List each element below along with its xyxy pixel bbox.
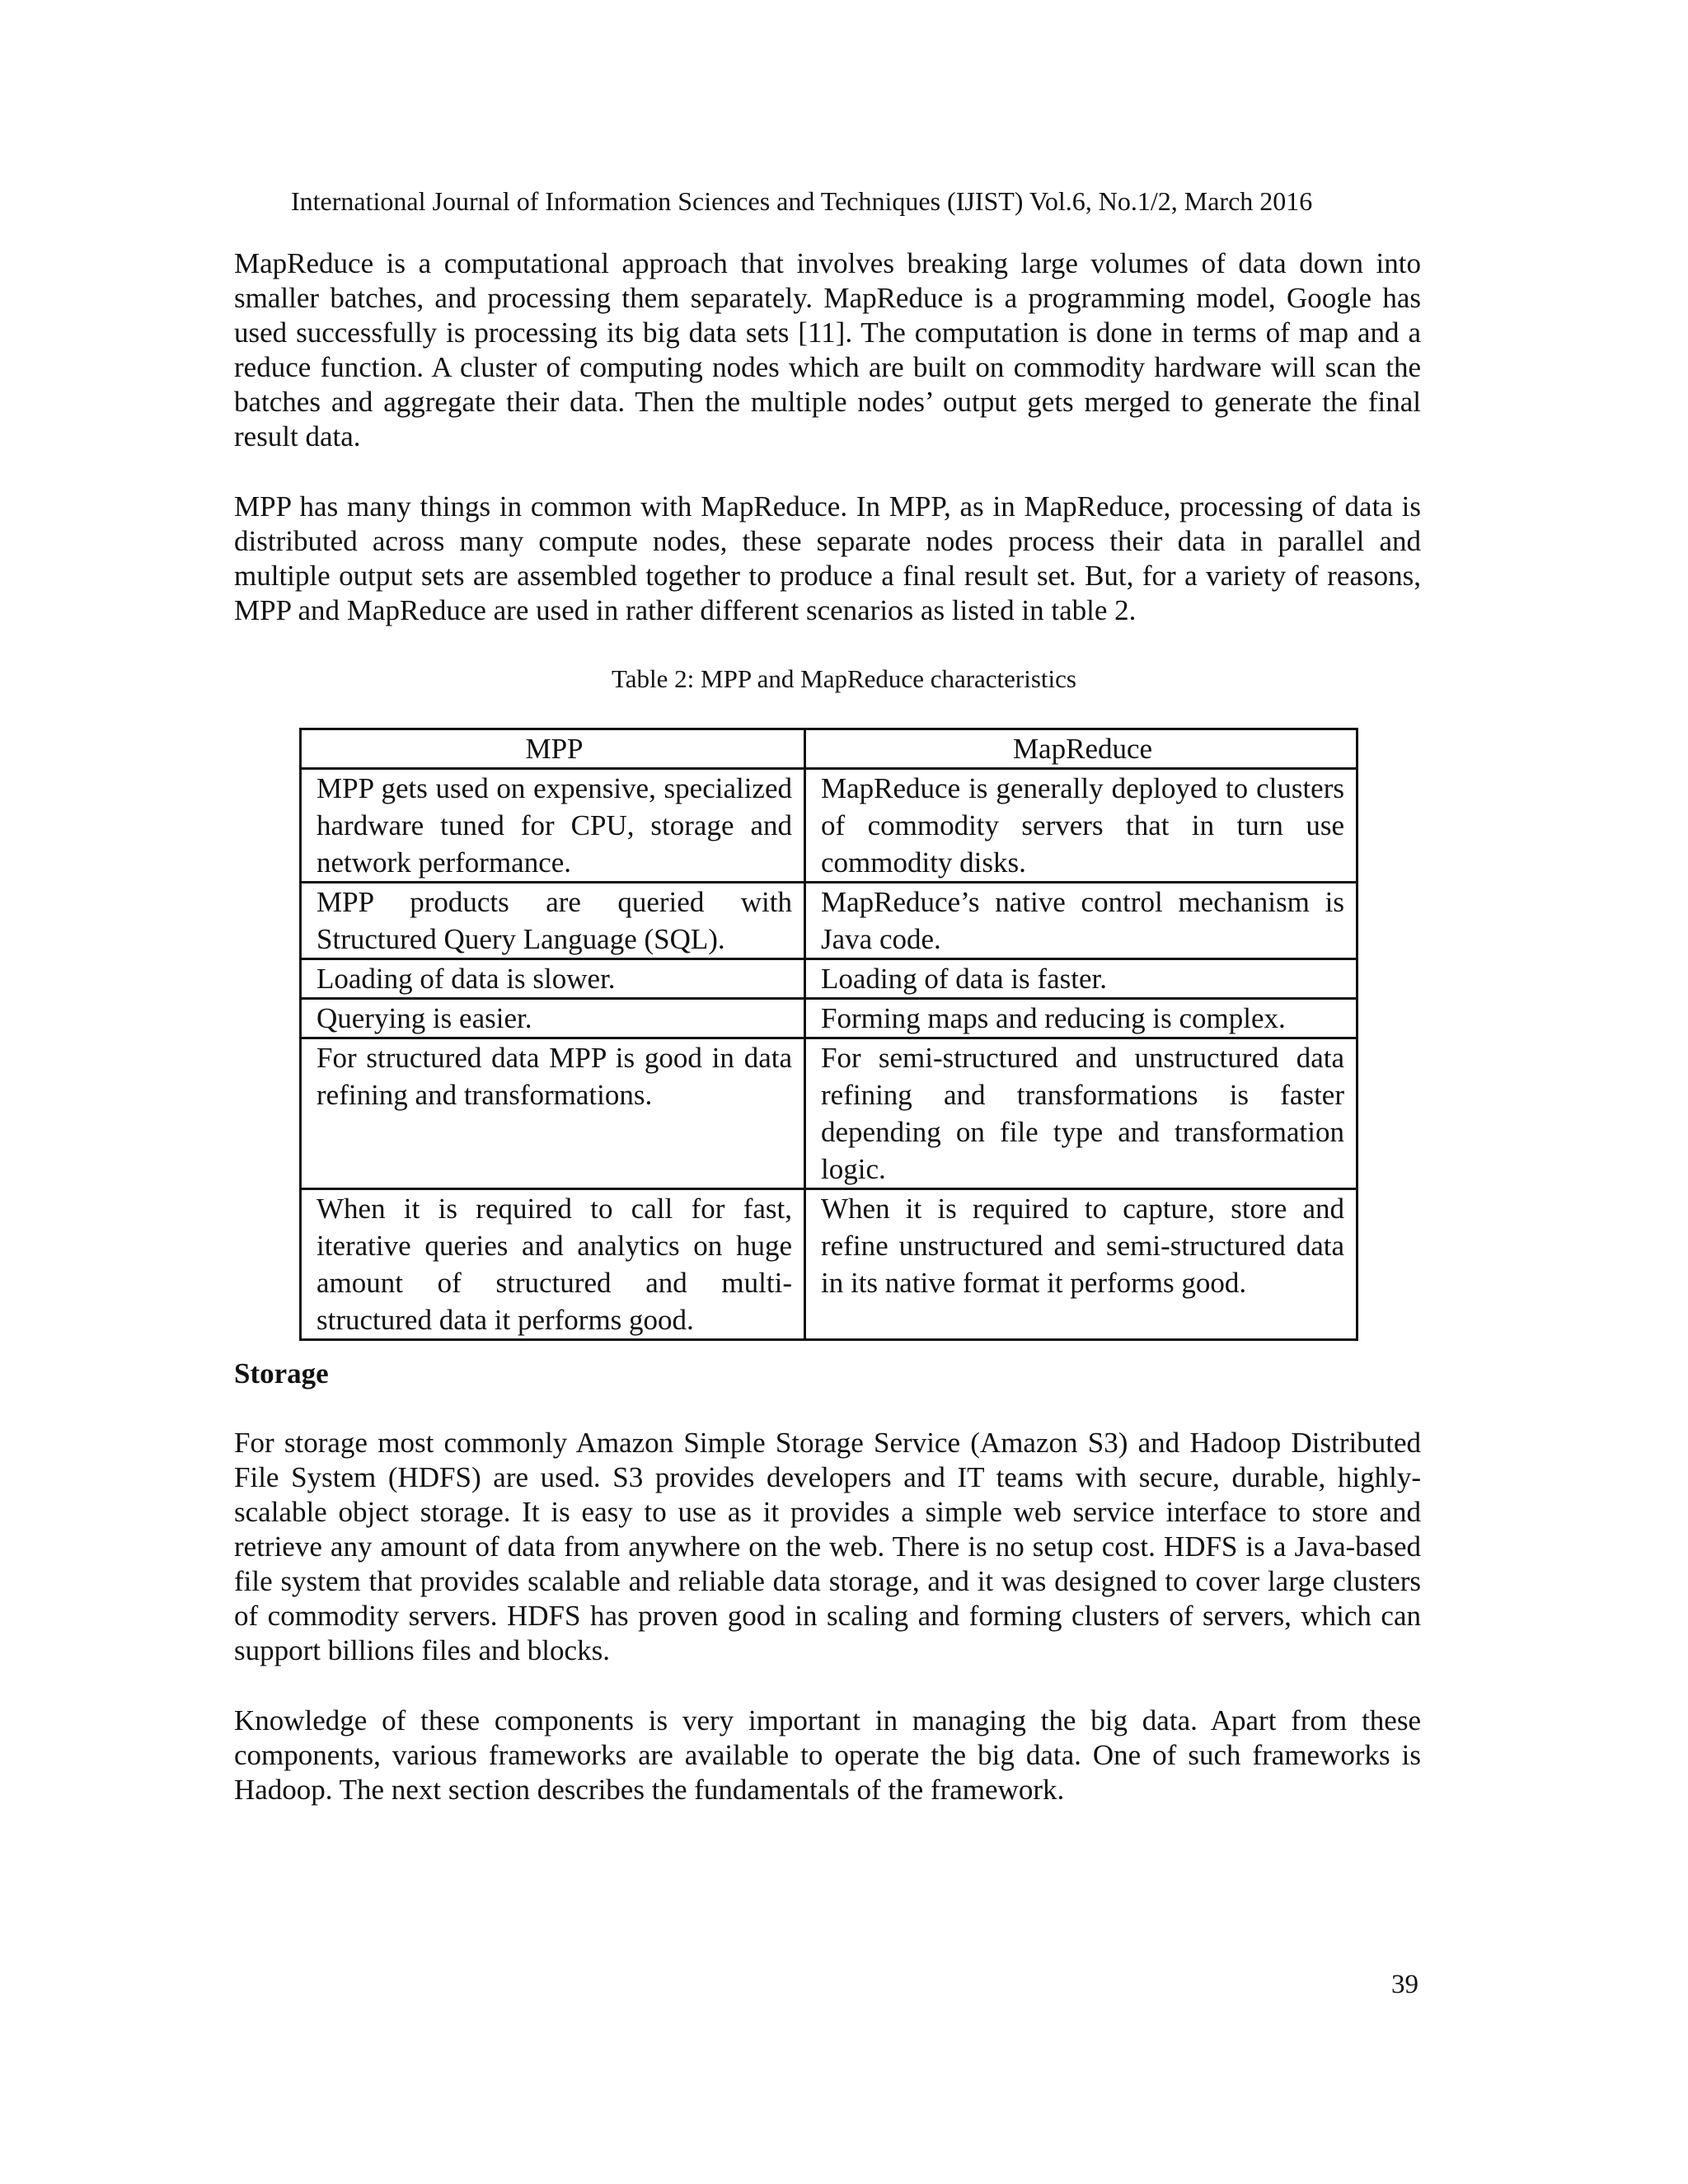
table-row	[301, 883, 1357, 959]
table-cell-mapreduce: Loading of data is faster.	[805, 959, 1357, 999]
table-row	[301, 1189, 1357, 1340]
paragraph-mapreduce: MapReduce is a computational approach that involves breaking large volumes of data down into smaller batches, and processing them separately. MapReduce is a programming model, Google has used successfully is processing its big data sets [11]. The computation is done in terms of map and a reduce function. A cluster of computing nodes which are built on commodity hardware will scan the batches and aggregate their data. Then the multiple nodes’ output gets merged to generate the final result data.	[234, 247, 1421, 452]
comparison-table	[299, 728, 1358, 1341]
table-cell-mpp: Loading of data is slower.	[301, 959, 805, 999]
table-row	[301, 959, 1357, 999]
table-cell-mapreduce: Forming maps and reducing is complex.	[805, 999, 1357, 1038]
column-header-mapreduce: MapReduce	[805, 729, 1357, 769]
table-caption: Table 2: MPP and MapReduce characteristics	[612, 664, 1076, 693]
table-cell-mapreduce: For semi-structured and unstructured data refining and transformations is faster depending on file type and transformation logic.	[805, 1038, 1357, 1189]
paragraph-storage: For storage most commonly Amazon Simple Storage Service (Amazon S3) and Hadoop Distributed File System (HDFS) are used. S3 provides developers and IT teams with secure, durable, highly-scalable object storage. It is easy to use as it provides a simple web service interface to store and retrieve any amount of data from anywhere on the web. There is no setup cost. HDFS is a Java-based file system that provides scalable and reliable data storage, and it was designed to cover large clusters of commodity servers. HDFS has proven good in scaling and forming clusters of servers, which can support billions files and blocks.	[234, 1427, 1421, 1666]
table-row	[301, 999, 1357, 1038]
table-cell-mapreduce: MapReduce’s native control mechanism is Java code.	[805, 883, 1357, 959]
table-cell-mapreduce: When it is required to capture, store and refine unstructured and semi-structured data in its native format it performs good.	[805, 1189, 1357, 1340]
table-cell-mpp: Querying is easier.	[301, 999, 805, 1038]
paragraph-mpp: MPP has many things in common with MapReduce. In MPP, as in MapReduce, processing of data is distributed across many compute nodes, these separate nodes process their data in parallel and multiple output sets are assembled together to produce a final result set. But, for a variety of reasons, MPP and MapReduce are used in rather different scenarios as listed in table 2.	[234, 490, 1421, 626]
journal-header: International Journal of Information Sciences and Techniques (IJIST) Vol.6, No.1/2, March 2016	[291, 186, 1313, 216]
table-row	[301, 1038, 1357, 1189]
table-cell-mapreduce: MapReduce is generally deployed to clusters of commodity servers that in turn use commodity disks.	[805, 769, 1357, 883]
table-header-row	[301, 729, 1357, 769]
paragraph-components: Knowledge of these components is very important in managing the big data. Apart from these components, various frameworks are available to operate the big data. One of such frameworks is Hadoop. The next section describes the fundamentals of the framework.	[234, 1704, 1421, 1806]
table-cell-mpp: MPP gets used on expensive, specialized hardware tuned for CPU, storage and network performance.	[301, 769, 805, 883]
section-heading-storage: Storage	[234, 1357, 329, 1390]
table-cell-mpp: MPP products are queried with Structured Query Language (SQL).	[301, 883, 805, 959]
column-header-mpp: MPP	[301, 729, 805, 769]
table-cell-mpp: For structured data MPP is good in data refining and transformations.	[301, 1038, 805, 1189]
page-number: 39	[1391, 1970, 1418, 1999]
table-row	[301, 769, 1357, 883]
table-cell-mpp: When it is required to call for fast, iterative queries and analytics on huge amount of structured and multi-structured data it performs good.	[301, 1189, 805, 1340]
